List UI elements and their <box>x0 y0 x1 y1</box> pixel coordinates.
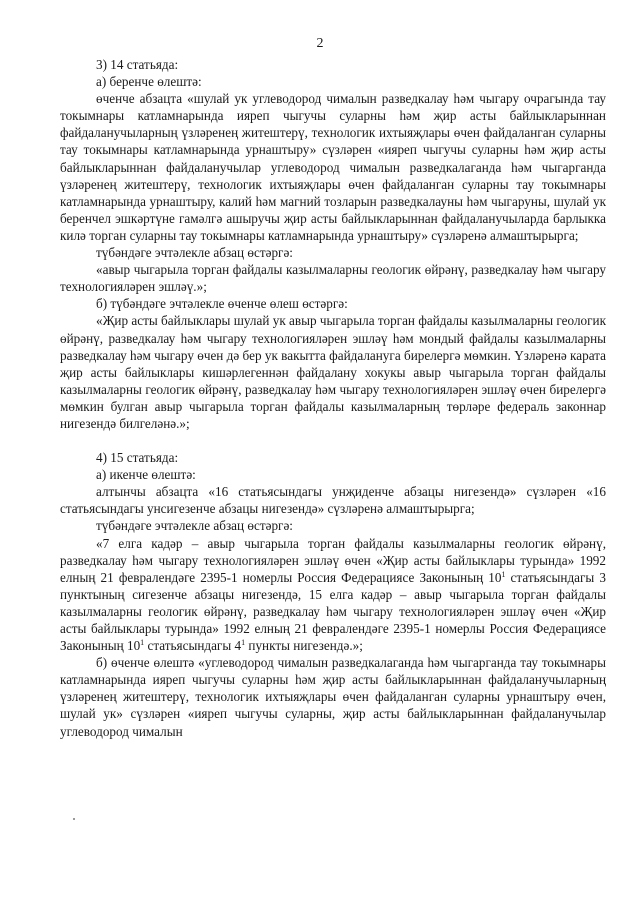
paragraph: 4) 15 статьяда: <box>96 450 179 466</box>
paragraph-text: статьясындагы 3 пунктының сигезенче абзацы нигезендә, 15 елга кадәр – авыр чыгарыла торган файдалы казылмаларны геологик өйрәнү, разведкалау һәм чыгару технологияләрен эшләү өчен «Җир асты байлыклары турында» 1992 елның 21 февралендәге 2395-1 номерлы Россия Федерациясе Законының 10 <box>60 569 606 654</box>
paragraph-text: пункты нигезендә.»; <box>245 638 363 654</box>
paragraph: 3) 14 статьяда: <box>96 57 179 72</box>
superscript: 1 <box>241 638 246 648</box>
scan-speck <box>73 818 75 820</box>
paragraph <box>60 535 606 655</box>
paragraph: а) икенче өлештә: <box>96 467 196 483</box>
paragraph: алтынчы абзацта «16 статьясындагы унҗиденче абзацы нигезендә» сүзләрен «16 статьясындагы унсигезенче абзацы нигезендә» сүзләренә алмаштырырга; <box>60 484 606 517</box>
paragraph: а) беренче өлештә: <box>96 74 202 90</box>
document-body <box>60 56 606 740</box>
superscript: 1 <box>501 569 506 579</box>
paragraph-text: «7 елга кадәр – авыр чыгарыла торган файдалы казылмаларны геологик өйрәнү, разведкалау һәм чыгару технологияләрен эшләү өчен «Җир асты байлыклары турында» 1992 елның 21 февралендәге 2395-1 номерлы Россия Федерациясе Законының 10 <box>60 535 606 585</box>
paragraph: өченче абзацта «шулай ук углеводород чималын разведкалау һәм чыгару очрагында тау токымнары катламнарында ияреп чыгучы суларны һәм җир асты байлыкларыннан файдаланучыларның үзләренең житештерү, технологик ихтыяҗлары өчен файдаланган суларны тау токымнары катламнарында урнаштыру» сүзләрен «ияреп чыгучы суларны һәм җир асты байлыкларыннан файдаланучылар углеводород чималын разведкалаганда һәм чыгарганда үзләренең житештерү, технологик ихтыяҗлары өчен файдаланган суларны тау токымнары катламнарында урнаштыру, калий һәм магний тозларын разведкалауны һәм чыгаруны, шулай ук беренчел эшкәртүне гамәлгә ашыручы җир асты байлыкларыннан файдаланучыларда барлыкка килә торган суларны тау токымнары катламнарында урнаштыру» сүзләренә алмаштырырга; <box>60 91 606 243</box>
page-number: 2 <box>316 36 324 51</box>
paragraph: «авыр чыгарыла торган файдалы казылмаларны геологик өйрәнү, разведкалау һәм чыгару технологияләрен эшләү.»; <box>60 262 606 295</box>
paragraph: б) өченче өлештә «углеводород чималын разведкалаганда һәм чыгарганда тау токымнары катламнарында ияреп чыгучы суларны һәм җир асты байлыкларыннан файдаланучыларның үзләренең житештерү, технологик ихтыяҗлары өчен файдаланган суларны урнаштыру өчен, шулай ук» сүзләрен «ияреп чыгучы суларны, җир асты байлыкларыннан файдаланучылар углеводород чималын <box>60 655 606 739</box>
paragraph: б) түбәндәге эчтәлекле өченче өлеш өстәргә: <box>96 296 348 312</box>
paragraph: түбәндәге эчтәлекле абзац өстәргә: <box>96 518 293 534</box>
superscript: 1 <box>140 638 145 648</box>
paragraph: түбәндәге эчтәлекле абзац өстәргә: <box>96 245 293 261</box>
paragraph-text: статьясындагы 4 <box>144 638 242 654</box>
paragraph: «Җир асты байлыклары шулай ук авыр чыгарыла торган файдалы казылмаларны геологик өйрәнү, разведкалау һәм чыгару технологияләрен эшләү һәм мондый файдалы казылмаларны разведкалау һәм чыгару өчен дә бер ук вакытта файдалануга бирелергә мөмкин. Үзләренә карата җир асты байлыклары кишәрлегеннән файдалану хокукы авыр чыгарыла торган файдалы казылмаларны геологик өйрәнү, разведкалау һәм чыгару технологияләрен эшләү өчен бирелергә мөмкин булган авыр чыгарыла торган файдалы казылмаларның төрләре федераль законнар нигезендә билгеләнә.»; <box>60 313 606 431</box>
